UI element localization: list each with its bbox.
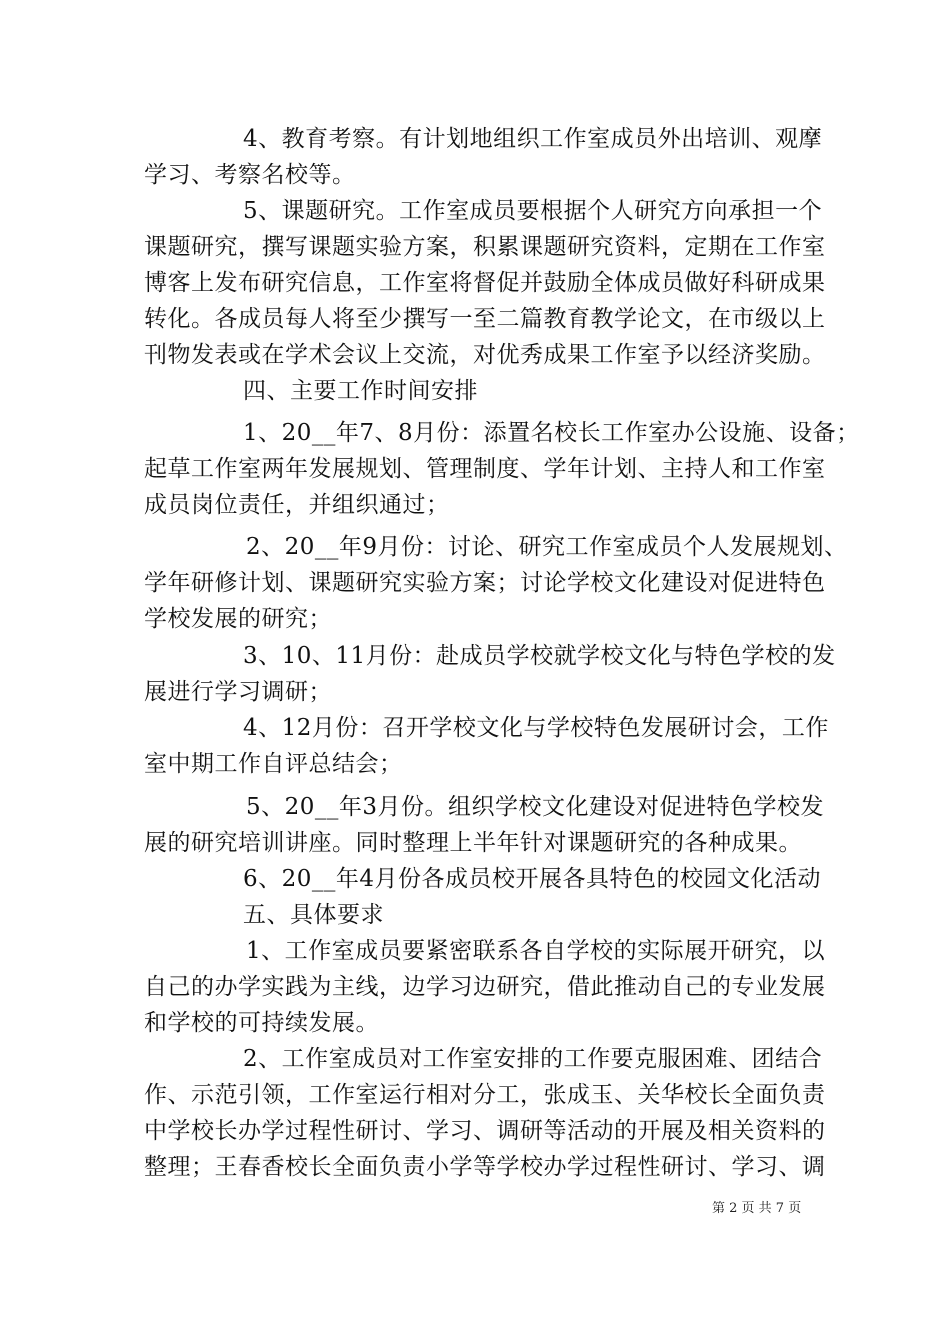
paragraph-line: 和学校的可持续发展。 <box>144 1010 379 1036</box>
paragraph-line: 展的研究培训讲座。同时整理上半年针对课题研究的各种成果。 <box>144 830 802 856</box>
paragraph-line: 学年研修计划、课题研究实验方案；讨论学校文化建设对促进特色 <box>144 570 826 596</box>
paragraph-line: 6、20__年4月份各成员校开展各具特色的校园文化活动 <box>243 866 822 892</box>
paragraph-line: 博客上发布研究信息，工作室将督促并鼓励全体成员做好科研成果 <box>144 270 826 296</box>
paragraph-line: 5、课题研究。工作室成员要根据个人研究方向承担一个 <box>243 198 823 224</box>
paragraph-line: 2、20__年9月份：讨论、研究工作室成员个人发展规划、 <box>246 534 848 560</box>
section-heading: 四、主要工作时间安排 <box>243 378 478 404</box>
paragraph-line: 3、10、11月份：赴成员学校就学校文化与特色学校的发 <box>243 643 836 669</box>
paragraph-line: 展进行学习调研； <box>144 679 332 705</box>
paragraph-line: 1、工作室成员要紧密联系各自学校的实际展开研究，以 <box>246 938 826 964</box>
paragraph-line: 学校发展的研究； <box>144 606 332 632</box>
paragraph-line: 4、12月份：召开学校文化与学校特色发展研讨会，工作 <box>243 715 829 741</box>
section-heading: 五、具体要求 <box>243 902 384 928</box>
paragraph-line: 中学校长办学过程性研讨、学习、调研等活动的开展及相关资料的 <box>144 1118 826 1144</box>
paragraph-line: 自己的办学实践为主线，边学习边研究，借此推动自己的专业发展 <box>144 974 826 1000</box>
paragraph-line: 刊物发表或在学术会议上交流，对优秀成果工作室予以经济奖励。 <box>144 342 826 368</box>
paragraph-line: 5、20__年3月份。组织学校文化建设对促进特色学校发 <box>246 794 825 820</box>
paragraph-line: 2、工作室成员对工作室安排的工作要克服困难、团结合 <box>243 1046 823 1072</box>
paragraph-line: 课题研究，撰写课题实验方案，积累课题研究资料，定期在工作室 <box>144 234 826 260</box>
paragraph-line: 起草工作室两年发展规划、管理制度、学年计划、主持人和工作室 <box>144 456 826 482</box>
paragraph-line: 室中期工作自评总结会； <box>144 751 403 777</box>
page-number-footer: 第 2 页 共 7 页 <box>712 1201 802 1216</box>
paragraph-line: 作、示范引领，工作室运行相对分工，张成玉、关华校长全面负责 <box>144 1082 826 1108</box>
paragraph-line: 成员岗位责任，并组织通过； <box>144 492 450 518</box>
paragraph-line: 整理；王春香校长全面负责小学等学校办学过程性研讨、学习、调 <box>144 1154 826 1180</box>
paragraph-line: 1、20__年7、8月份：添置名校长工作室办公设施、设备； <box>243 420 860 446</box>
paragraph-line: 转化。各成员每人将至少撰写一至二篇教育教学论文，在市级以上 <box>144 306 826 332</box>
paragraph-line: 学习、考察名校等。 <box>144 162 356 188</box>
paragraph-line: 4、教育考察。有计划地组织工作室成员外出培训、观摩 <box>243 126 823 152</box>
